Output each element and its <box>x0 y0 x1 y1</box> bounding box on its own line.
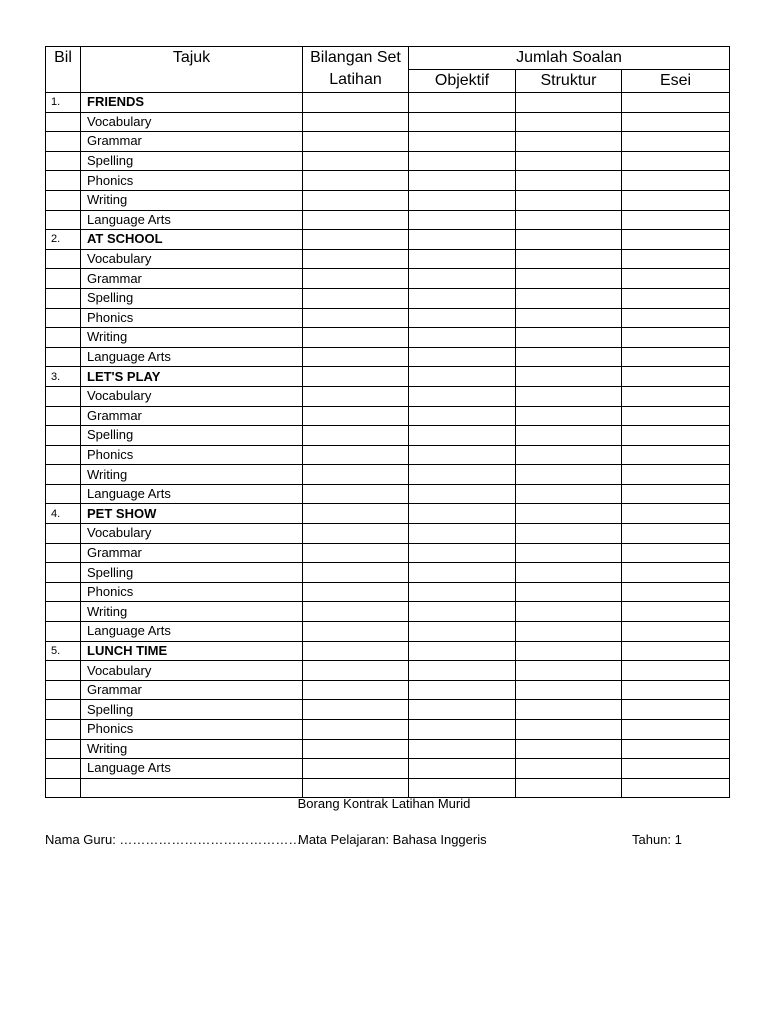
table-row-subtopic <box>46 406 730 426</box>
cell-esei <box>622 720 730 740</box>
cell-esei <box>622 132 730 152</box>
subtopic-label: Writing <box>81 739 303 759</box>
table-row-subtopic <box>46 543 730 563</box>
cell-bil <box>46 622 81 642</box>
subtopic-label: Writing <box>81 465 303 485</box>
cell-bil <box>46 347 81 367</box>
cell-bil <box>46 739 81 759</box>
cell-struktur <box>516 445 622 465</box>
table-row-subtopic <box>46 622 730 642</box>
subtopic-label: Vocabulary <box>81 249 303 269</box>
cell-esei <box>622 210 730 230</box>
cell-struktur <box>516 269 622 289</box>
cell-struktur <box>516 93 622 113</box>
cell-bil <box>46 328 81 348</box>
table-row-unit <box>46 230 730 250</box>
cell-esei <box>622 308 730 328</box>
cell-esei <box>622 759 730 779</box>
cell-bilangan-set <box>303 680 409 700</box>
cell-bilangan-set <box>303 190 409 210</box>
cell-objektif <box>409 602 516 622</box>
cell-struktur <box>516 739 622 759</box>
subtopic-label: Phonics <box>81 582 303 602</box>
table-row-subtopic <box>46 308 730 328</box>
cell-objektif <box>409 641 516 661</box>
cell-esei <box>622 680 730 700</box>
cell-struktur <box>516 406 622 426</box>
cell-objektif <box>409 151 516 171</box>
cell-bil <box>46 524 81 544</box>
cell-bilangan-set <box>303 210 409 230</box>
table-row-subtopic <box>46 661 730 681</box>
cell-bil <box>46 661 81 681</box>
cell-bilangan-set <box>303 641 409 661</box>
cell-objektif <box>409 308 516 328</box>
unit-title: LUNCH TIME <box>81 641 303 661</box>
cell-bilangan-set <box>303 112 409 132</box>
table-row-subtopic <box>46 249 730 269</box>
cell-bilangan-set <box>303 269 409 289</box>
header-objektif: Objektif <box>409 70 516 93</box>
cell-struktur <box>516 151 622 171</box>
cell-esei <box>622 328 730 348</box>
cell-bilangan-set <box>303 582 409 602</box>
cell-esei <box>622 563 730 583</box>
cell-struktur <box>516 680 622 700</box>
cell-bilangan-set <box>303 759 409 779</box>
subtopic-label: Grammar <box>81 680 303 700</box>
table-row-subtopic <box>46 171 730 191</box>
subtopic-label: Spelling <box>81 700 303 720</box>
cell-struktur <box>516 426 622 446</box>
table-row-subtopic <box>46 347 730 367</box>
cell-bil <box>46 151 81 171</box>
cell-esei <box>622 504 730 524</box>
subtopic-label: Spelling <box>81 563 303 583</box>
cell-bil <box>46 249 81 269</box>
unit-number: 1. <box>46 93 81 113</box>
subtopic-label: Vocabulary <box>81 661 303 681</box>
cell-esei <box>622 445 730 465</box>
cell-objektif <box>409 680 516 700</box>
cell-objektif <box>409 269 516 289</box>
cell-struktur <box>516 132 622 152</box>
unit-title: FRIENDS <box>81 93 303 113</box>
cell-bil <box>46 484 81 504</box>
cell-bilangan-set <box>303 720 409 740</box>
cell-bilangan-set <box>303 661 409 681</box>
cell-objektif <box>409 190 516 210</box>
table-row-subtopic <box>46 563 730 583</box>
cell-objektif <box>409 582 516 602</box>
cell-objektif <box>409 720 516 740</box>
cell-bilangan-set <box>303 739 409 759</box>
cell-bil <box>46 582 81 602</box>
table-row-subtopic <box>46 700 730 720</box>
cell-struktur <box>516 112 622 132</box>
cell-esei <box>622 386 730 406</box>
cell-esei <box>622 190 730 210</box>
subtopic-label: Spelling <box>81 288 303 308</box>
cell-struktur <box>516 504 622 524</box>
unit-title: AT SCHOOL <box>81 230 303 250</box>
cell-bilangan-set <box>303 308 409 328</box>
cell-esei <box>622 230 730 250</box>
cell-esei <box>622 112 730 132</box>
cell-struktur <box>516 210 622 230</box>
cell-struktur <box>516 582 622 602</box>
subtopic-label: Grammar <box>81 269 303 289</box>
subtopic-label: Phonics <box>81 308 303 328</box>
cell-struktur <box>516 759 622 779</box>
cell-objektif <box>409 230 516 250</box>
cell-objektif <box>409 465 516 485</box>
cell-bil <box>46 778 81 798</box>
cell-esei <box>622 426 730 446</box>
cell-bilangan-set <box>303 328 409 348</box>
cell-esei <box>622 249 730 269</box>
cell-objektif <box>409 739 516 759</box>
subtopic-label: Grammar <box>81 132 303 152</box>
cell-bilangan-set <box>303 602 409 622</box>
unit-number: 5. <box>46 641 81 661</box>
cell-bil <box>46 171 81 191</box>
cell-esei <box>622 582 730 602</box>
cell-objektif <box>409 700 516 720</box>
header-tajuk: Tajuk <box>81 47 303 93</box>
unit-number: 4. <box>46 504 81 524</box>
cell-bilangan-set <box>303 445 409 465</box>
cell-objektif <box>409 328 516 348</box>
table-row-subtopic <box>46 386 730 406</box>
cell-esei <box>622 524 730 544</box>
cell-bil <box>46 759 81 779</box>
cell-struktur <box>516 308 622 328</box>
cell-bil <box>46 386 81 406</box>
cell-objektif <box>409 132 516 152</box>
subtopic-label: Language Arts <box>81 484 303 504</box>
subtopic-label: Spelling <box>81 426 303 446</box>
table-row-unit <box>46 93 730 113</box>
table-row-subtopic <box>46 582 730 602</box>
cell-objektif <box>409 386 516 406</box>
cell-struktur <box>516 543 622 563</box>
subtopic-label: Writing <box>81 190 303 210</box>
cell-objektif <box>409 406 516 426</box>
cell-objektif <box>409 249 516 269</box>
cell-esei <box>622 778 730 798</box>
cell-esei <box>622 347 730 367</box>
cell-bilangan-set <box>303 132 409 152</box>
table-row-subtopic <box>46 524 730 544</box>
cell-esei <box>622 93 730 113</box>
table-row-subtopic <box>46 426 730 446</box>
cell-objektif <box>409 210 516 230</box>
cell-struktur <box>516 347 622 367</box>
cell-bilangan-set <box>303 230 409 250</box>
teacher-name-field: Nama Guru: …………………………………… <box>45 832 302 847</box>
cell-objektif <box>409 661 516 681</box>
header-struktur: Struktur <box>516 70 622 93</box>
cell-struktur <box>516 171 622 191</box>
unit-number: 2. <box>46 230 81 250</box>
cell-esei <box>622 543 730 563</box>
cell-objektif <box>409 367 516 387</box>
subtopic-label: Phonics <box>81 171 303 191</box>
cell-objektif <box>409 622 516 642</box>
cell-bil <box>46 426 81 446</box>
cell-objektif <box>409 759 516 779</box>
cell-esei <box>622 484 730 504</box>
cell-bilangan-set <box>303 543 409 563</box>
cell-bilangan-set <box>303 465 409 485</box>
cell-bilangan-set <box>303 778 409 798</box>
table-row-subtopic <box>46 739 730 759</box>
table-row-subtopic <box>46 445 730 465</box>
cell-objektif <box>409 171 516 191</box>
cell-objektif <box>409 112 516 132</box>
cell-objektif <box>409 426 516 446</box>
cell-bil <box>46 720 81 740</box>
cell-struktur <box>516 465 622 485</box>
table-row-subtopic <box>46 288 730 308</box>
cell-bilangan-set <box>303 386 409 406</box>
cell-bilangan-set <box>303 367 409 387</box>
cell-bil <box>46 308 81 328</box>
header-bil: Bil <box>46 47 81 93</box>
cell-objektif <box>409 504 516 524</box>
table-row-subtopic <box>46 602 730 622</box>
table-row-subtopic <box>46 151 730 171</box>
cell-esei <box>622 269 730 289</box>
table-row-subtopic <box>46 328 730 348</box>
cell-bil <box>46 406 81 426</box>
cell-struktur <box>516 484 622 504</box>
cell-bilangan-set <box>303 93 409 113</box>
cell-objektif <box>409 288 516 308</box>
table-row-subtopic <box>46 132 730 152</box>
cell-bil <box>46 680 81 700</box>
form-caption: Borang Kontrak Latihan Murid <box>297 796 471 811</box>
cell-bilangan-set <box>303 622 409 642</box>
cell-struktur <box>516 720 622 740</box>
cell-esei <box>622 739 730 759</box>
cell-struktur <box>516 700 622 720</box>
cell-esei <box>622 465 730 485</box>
cell-esei <box>622 700 730 720</box>
cell-struktur <box>516 661 622 681</box>
cell-esei <box>622 661 730 681</box>
cell-struktur <box>516 190 622 210</box>
table-row-empty <box>46 778 730 798</box>
cell-objektif <box>409 445 516 465</box>
table-row-subtopic <box>46 210 730 230</box>
cell-bilangan-set <box>303 249 409 269</box>
cell-bil <box>46 445 81 465</box>
cell-bil <box>46 190 81 210</box>
cell-esei <box>622 406 730 426</box>
subtopic-label: Phonics <box>81 445 303 465</box>
cell-esei <box>622 622 730 642</box>
cell-bilangan-set <box>303 288 409 308</box>
cell-struktur <box>516 524 622 544</box>
subtopic-label: Language Arts <box>81 622 303 642</box>
cell-objektif <box>409 484 516 504</box>
cell-struktur <box>516 778 622 798</box>
cell-esei <box>622 367 730 387</box>
cell-objektif <box>409 524 516 544</box>
cell-esei <box>622 288 730 308</box>
contract-form-table <box>45 46 730 798</box>
cell-bil <box>46 465 81 485</box>
cell-bil <box>46 132 81 152</box>
cell-struktur <box>516 386 622 406</box>
cell-bil <box>46 602 81 622</box>
cell-struktur <box>516 641 622 661</box>
cell-esei <box>622 602 730 622</box>
cell-bilangan-set <box>303 504 409 524</box>
cell-objektif <box>409 778 516 798</box>
cell-struktur <box>516 367 622 387</box>
subtopic-label: Spelling <box>81 151 303 171</box>
cell-bilangan-set <box>303 563 409 583</box>
cell-struktur <box>516 622 622 642</box>
unit-title: PET SHOW <box>81 504 303 524</box>
table-row-subtopic <box>46 112 730 132</box>
header-bilangan-set: Bilangan Set Latihan <box>303 47 409 93</box>
subtopic-label: Language Arts <box>81 759 303 779</box>
subtopic-label: Language Arts <box>81 210 303 230</box>
cell-bilangan-set <box>303 347 409 367</box>
cell-bil <box>46 210 81 230</box>
cell-bilangan-set <box>303 151 409 171</box>
header-esei: Esei <box>622 70 730 93</box>
subtopic-label: Writing <box>81 328 303 348</box>
cell-bilangan-set <box>303 426 409 446</box>
table-row-subtopic <box>46 465 730 485</box>
table-row-unit <box>46 367 730 387</box>
table-row-unit <box>46 504 730 524</box>
cell-bilangan-set <box>303 171 409 191</box>
subtopic-label: Writing <box>81 602 303 622</box>
table-row-subtopic <box>46 720 730 740</box>
unit-number: 3. <box>46 367 81 387</box>
cell-esei <box>622 171 730 191</box>
cell-bilangan-set <box>303 700 409 720</box>
cell-objektif <box>409 543 516 563</box>
cell-objektif <box>409 347 516 367</box>
cell-objektif <box>409 563 516 583</box>
year-label: Tahun: 1 <box>632 832 682 847</box>
cell-bil <box>46 543 81 563</box>
cell-esei <box>622 641 730 661</box>
subtopic-label: Grammar <box>81 406 303 426</box>
subtopic-label: Vocabulary <box>81 112 303 132</box>
subtopic-label: Grammar <box>81 543 303 563</box>
table-row-subtopic <box>46 680 730 700</box>
cell-bil <box>46 700 81 720</box>
table-row-unit <box>46 641 730 661</box>
cell-struktur <box>516 288 622 308</box>
subject-label: Mata Pelajaran: Bahasa Inggeris <box>298 832 487 847</box>
cell-bil <box>46 269 81 289</box>
table-row-subtopic <box>46 269 730 289</box>
cell-bil <box>46 288 81 308</box>
cell-struktur <box>516 230 622 250</box>
cell-bil <box>46 563 81 583</box>
cell-objektif <box>409 93 516 113</box>
table-row-subtopic <box>46 759 730 779</box>
table-row-subtopic <box>46 484 730 504</box>
cell-bilangan-set <box>303 484 409 504</box>
cell-struktur <box>516 249 622 269</box>
cell-bil <box>46 112 81 132</box>
cell-struktur <box>516 602 622 622</box>
unit-title: LET'S PLAY <box>81 367 303 387</box>
cell-esei <box>622 151 730 171</box>
cell-struktur <box>516 328 622 348</box>
subtopic-label: Vocabulary <box>81 386 303 406</box>
table-body <box>46 93 730 798</box>
cell-struktur <box>516 563 622 583</box>
table-row-subtopic <box>46 190 730 210</box>
cell-bilangan-set <box>303 406 409 426</box>
subtopic-label: Phonics <box>81 720 303 740</box>
header-jumlah-soalan: Jumlah Soalan <box>409 47 730 70</box>
cell-tajuk <box>81 778 303 798</box>
cell-bilangan-set <box>303 524 409 544</box>
subtopic-label: Language Arts <box>81 347 303 367</box>
table-header <box>46 47 730 93</box>
subtopic-label: Vocabulary <box>81 524 303 544</box>
